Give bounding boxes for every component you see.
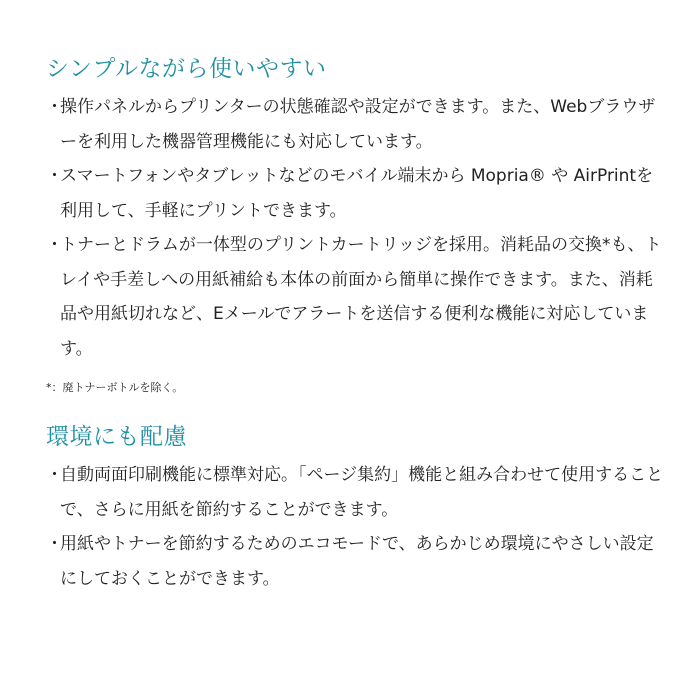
section-heading: シンプルながら使いやすい <box>46 56 327 82</box>
bullet-marker: ・ <box>46 166 63 186</box>
list-item <box>46 90 666 159</box>
bullet-marker: ・ <box>46 465 63 485</box>
section-ease-of-use <box>46 54 666 396</box>
section-eco <box>46 422 666 596</box>
list-item <box>46 527 666 596</box>
bullet-list <box>46 90 666 366</box>
list-item-text: スマートフォンやタブレットなどのモバイル端末から Mopria® や AirPrintを利用して、手軽にプリントできます。 <box>60 166 654 221</box>
list-item-text: トナーとドラムが一体型のプリントカートリッジを採用。消耗品の交換*も、トレイや手差しへの用紙補給も本体の前面から簡単に操作できます。また、消耗品や用紙切れなど、Eメールでアラートを送信する便利な機能に対応しています。 <box>60 235 662 359</box>
list-item-text: 用紙やトナーを節約するためのエコモードで、あらかじめ環境にやさしい設定にしておくことができます。 <box>60 534 654 589</box>
list-item-text: 自動両面印刷機能に標準対応。「ページ集約」機能と組み合わせて使用することで、さらに用紙を節約することができます。 <box>60 465 664 520</box>
list-item <box>46 159 666 228</box>
section-heading: 環境にも配慮 <box>46 424 187 450</box>
footnote: *：廃トナーボトルを除く。 <box>46 381 184 394</box>
bullet-list <box>46 458 666 596</box>
list-item <box>46 458 666 527</box>
bullet-marker: ・ <box>46 235 63 255</box>
bullet-marker: ・ <box>46 97 63 117</box>
bullet-marker: ・ <box>46 534 63 554</box>
list-item-text: 操作パネルからプリンターの状態確認や設定ができます。また、Webブラウザーを利用した機器管理機能にも対応しています。 <box>60 97 656 152</box>
list-item <box>46 228 666 366</box>
